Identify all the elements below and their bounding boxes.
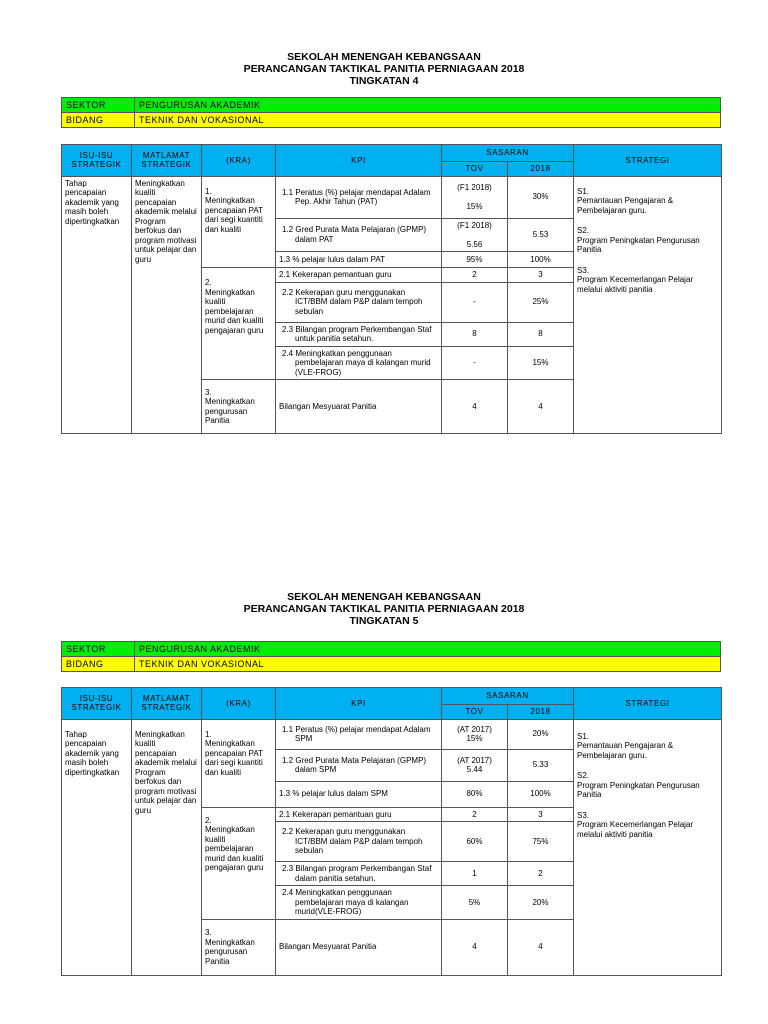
target-2-3: 8 xyxy=(508,322,574,346)
target-2-2: 75% xyxy=(508,822,574,862)
kpi-2-3: 2.3 Bilangan program Perkembangan Staf dalam panitia setahun. xyxy=(282,864,432,883)
tov-3-1: 4 xyxy=(442,919,508,975)
kpi-3-1: Bilangan Mesyuarat Panitia xyxy=(276,380,442,434)
plan-table xyxy=(61,144,722,434)
strategi-s2-text: Program Peningkatan Pengurusan Panitia xyxy=(577,780,700,799)
sector-table xyxy=(61,641,721,672)
form-level: TINGKATAN 4 xyxy=(349,75,419,87)
header-year: 2018 xyxy=(508,162,574,177)
tov-2-1: 2 xyxy=(442,268,508,283)
target-2-3: 2 xyxy=(508,862,574,886)
sektor-value: PENGURUSAN AKADEMIK xyxy=(135,98,721,113)
header-strategi: STRATEGI xyxy=(574,145,722,177)
kpi-2-2: 2.2 Kekerapan guru menggunakan ICT/BBM dalam P&P dalam tempoh sebulan xyxy=(282,827,423,856)
plan-table xyxy=(61,687,722,976)
header-matlamat: MATLAMAT STRATEGIK xyxy=(132,145,202,177)
tov-1-2: (F1 2018) 5.56 xyxy=(442,218,508,252)
tov-2-2: - xyxy=(442,282,508,322)
plan-name: PERANCANGAN TAKTIKAL PANITIA PERNIAGAAN 2018 xyxy=(243,603,525,615)
header-sasaran: SASARAN xyxy=(442,145,574,162)
kpi-1-3: 1.3 % pelajar lulus dalam SPM xyxy=(276,781,442,807)
bidang-label: BIDANG xyxy=(62,657,135,672)
strategi-s2-code: S2. xyxy=(577,771,590,780)
kra-2: 2. Meningkatkan kualiti pembelajaran murid dan kualiti pengajaran guru xyxy=(202,807,276,919)
form-level: TINGKATAN 5 xyxy=(349,615,419,627)
kra-3: 3. Meningkatkan pengurusan Panitia xyxy=(202,380,276,434)
target-3-1: 4 xyxy=(508,919,574,975)
target-1-2: 5.33 xyxy=(508,749,574,781)
kpi-2-2: 2.2 Kekerapan guru menggunakan ICT/BBM dalam P&P dalam tempoh sebulan xyxy=(282,287,423,316)
school-name: SEKOLAH MENENGAH KEBANGSAAN xyxy=(287,51,481,63)
header-matlamat: MATLAMAT STRATEGIK xyxy=(132,688,202,720)
header-isu: ISU-ISU STRATEGIK xyxy=(62,145,132,177)
kpi-1-2: 1.2 Gred Purata Mata Pelajaran (GPMP) dalam PAT xyxy=(282,225,427,244)
kpi-2-3: 2.3 Bilangan program Perkembangan Staf untuk panitia setahun. xyxy=(282,324,432,343)
kra-3: 3. Meningkatkan pengurusan Panitia xyxy=(202,919,276,975)
header-kpi: KPI xyxy=(276,688,442,720)
strategi-cell xyxy=(574,176,722,434)
target-1-1: 20% xyxy=(508,719,574,749)
header-kra: (KRA) xyxy=(202,145,276,177)
kpi-2-4: 2.4 Meningkatkan penggunaan pembelajaran maya di kalangan murid(VLE-FROG) xyxy=(282,888,409,916)
header-sasaran: SASARAN xyxy=(442,688,574,705)
bidang-value: TEKNIK DAN VOKASIONAL xyxy=(135,113,721,128)
target-2-1: 3 xyxy=(508,807,574,822)
strategi-s1-code: S1. xyxy=(577,731,590,741)
target-3-1: 4 xyxy=(508,380,574,434)
matlamat-cell: Meningkatkan kualiti pencapaian akademik melalui Program berfokus dan program motivasi untuk pelajar dan guru xyxy=(132,719,202,975)
tov-2-2: 60% xyxy=(442,822,508,862)
matlamat-cell: Meningkatkan kualiti pencapaian akademik melalui Program berfokus dan program motivasi untuk pelajar dan guru xyxy=(132,176,202,434)
strategi-s3-code: S3. xyxy=(577,265,590,275)
strategi-s2-code: S2. xyxy=(577,226,590,235)
tov-1-1: (AT 2017) 15% xyxy=(442,719,508,749)
strategi-s3-text: Program Kecemerlangan Pelajar melalui aktiviti panitia xyxy=(577,275,694,294)
plan-title xyxy=(0,51,768,87)
isu-cell: Tahap pencapaian akademik yang masih boleh dipertingkatkan xyxy=(62,176,132,434)
target-2-4: 20% xyxy=(508,886,574,920)
sektor-value: PENGURUSAN AKADEMIK xyxy=(135,642,721,657)
kpi-1-3: 1.3 % pelajar lulus dalam PAT xyxy=(276,252,442,268)
kpi-1-1: 1.1 Peratus (%) pelajar mendapat Adalam SPM xyxy=(282,724,431,743)
kra-1: 1. Meningkatkan pencapaian PAT dari segi kuantiti dan kualiti xyxy=(202,176,276,268)
tov-2-3: 1 xyxy=(442,862,508,886)
tov-3-1: 4 xyxy=(442,380,508,434)
tov-2-3: 8 xyxy=(442,322,508,346)
kpi-1-2: 1.2 Gred Purata Mata Pelajaran (GPMP) dalam SPM xyxy=(282,755,427,774)
tov-1-3: 95% xyxy=(442,252,508,268)
tov-1-2: (AT 2017) 5.44 xyxy=(442,749,508,781)
header-strategi: STRATEGI xyxy=(574,688,722,720)
kpi-2-1: 2.1 Kekerapan pemantuan guru xyxy=(276,807,442,822)
kpi-2-4: 2.4 Meningkatkan penggunaan pembelajaran maya di kalangan murid (VLE-FROG) xyxy=(282,348,431,377)
tov-2-4: 5% xyxy=(442,886,508,920)
sector-table xyxy=(61,97,721,128)
strategi-cell xyxy=(574,719,722,975)
strategi-s3-code: S3. xyxy=(577,810,590,820)
sektor-label: SEKTOR xyxy=(62,98,135,113)
header-kpi: KPI xyxy=(276,145,442,177)
tov-1-3: 80% xyxy=(442,781,508,807)
kra-1: 1. Meningkatkan pencapaian PAT dari segi kuantiti dan kualiti xyxy=(202,719,276,807)
target-2-2: 25% xyxy=(508,282,574,322)
target-1-3: 100% xyxy=(508,781,574,807)
header-tov: TOV xyxy=(442,162,508,177)
bidang-value: TEKNIK DAN VOKASIONAL xyxy=(135,657,721,672)
strategi-s1-text: Pemantauan Pengajaran & Pembelajaran guru. xyxy=(577,196,674,215)
sektor-label: SEKTOR xyxy=(62,642,135,657)
kra-2: 2. Meningkatkan kualiti pembelajaran murid dan kualiti pengajaran guru xyxy=(202,268,276,380)
header-year: 2018 xyxy=(508,705,574,720)
plan-name: PERANCANGAN TAKTIKAL PANITIA PERNIAGAAN 2018 xyxy=(243,63,525,75)
header-isu: ISU-ISU STRATEGIK xyxy=(62,688,132,720)
header-kra: (KRA) xyxy=(202,688,276,720)
header-tov: TOV xyxy=(442,705,508,720)
bidang-label: BIDANG xyxy=(62,113,135,128)
target-2-1: 3 xyxy=(508,268,574,283)
strategi-s1-code: S1. xyxy=(577,186,590,196)
school-name: SEKOLAH MENENGAH KEBANGSAAN xyxy=(287,591,481,603)
kpi-2-1: 2.1 Kekerapan pemantuan guru xyxy=(276,268,442,283)
kpi-3-1: Bilangan Mesyuarat Panitia xyxy=(276,919,442,975)
strategi-s1-text: Pemantauan Pengajaran & Pembelajaran guru. xyxy=(577,741,674,760)
strategi-s3-text: Program Kecemerlangan Pelajar melalui aktiviti panitia xyxy=(577,820,694,839)
tov-2-1: 2 xyxy=(442,807,508,822)
tov-2-4: - xyxy=(442,346,508,380)
tov-1-1: (F1 2018) 15% xyxy=(442,176,508,218)
target-2-4: 15% xyxy=(508,346,574,380)
target-1-2: 5.53 xyxy=(508,218,574,252)
plan-title xyxy=(0,591,768,627)
kpi-1-1: 1.1 Peratus (%) pelajar mendapat Adalam Pep. Akhir Tahun (PAT) xyxy=(282,187,431,206)
isu-cell: Tahap pencapaian akademik yang masih boleh dipertingkatkan xyxy=(62,719,132,975)
target-1-1: 30% xyxy=(508,176,574,218)
target-1-3: 100% xyxy=(508,252,574,268)
strategi-s2-text: Program Peningkatan Pengurusan Panitia xyxy=(577,235,700,254)
